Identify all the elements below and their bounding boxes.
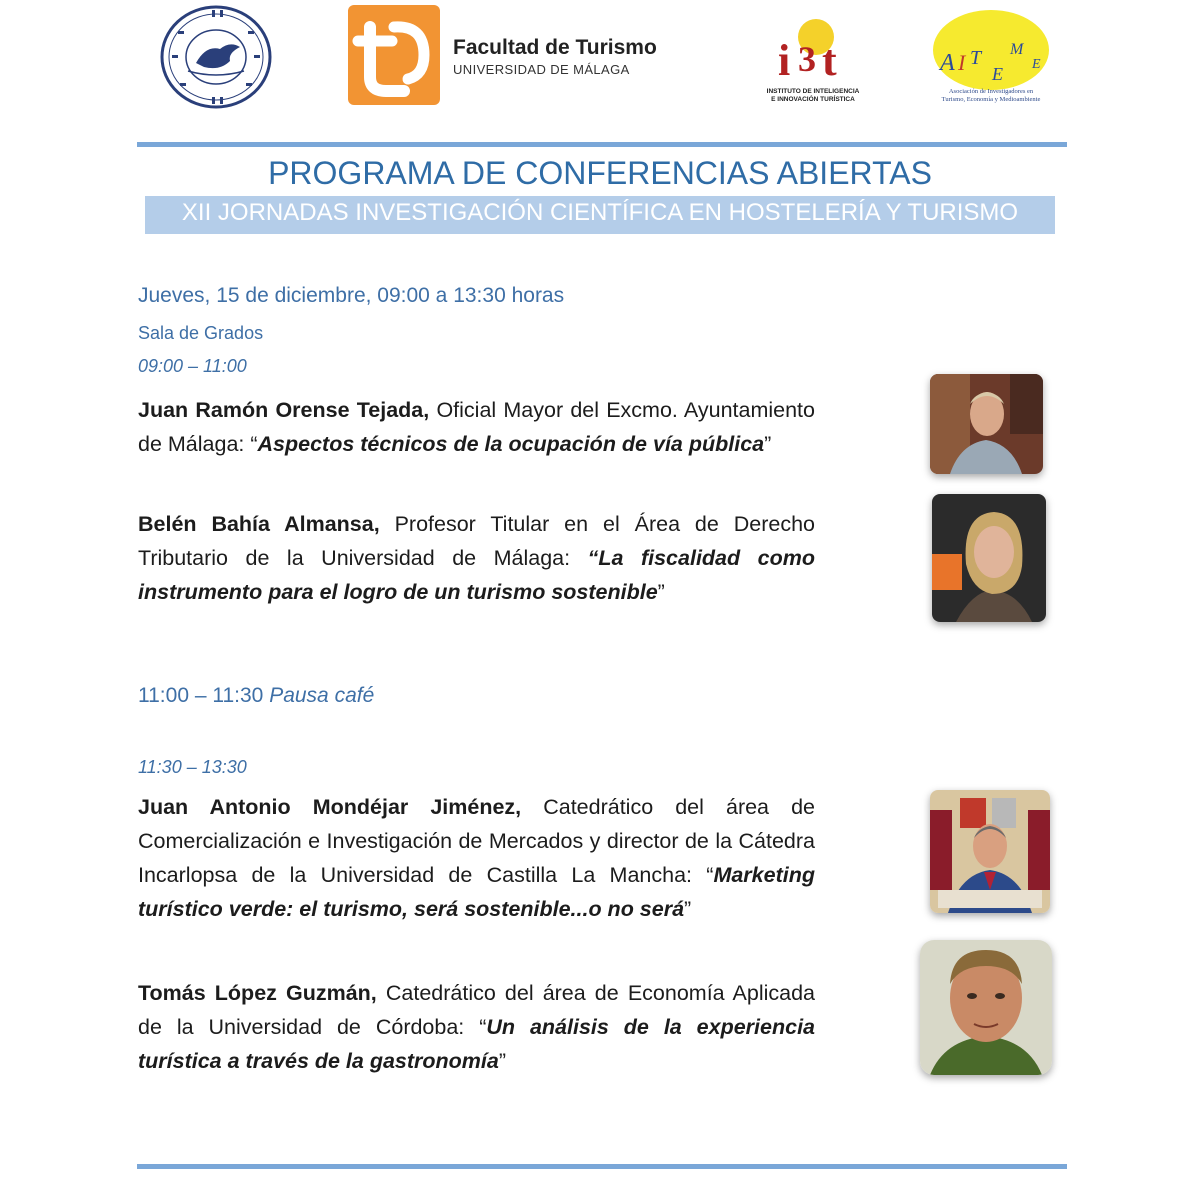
faculty-university: UNIVERSIDAD DE MÁLAGA — [453, 62, 630, 77]
talk-1 — [138, 393, 815, 461]
coffee-break-time: 11:00 – 11:30 — [138, 684, 264, 707]
svg-text:E: E — [1032, 57, 1041, 72]
speaker-1-photo — [930, 374, 1043, 474]
page-subtitle: XII JORNADAS INVESTIGACIÓN CIENTÍFICA EN HOSTELERÍA Y TURISMO — [181, 199, 1019, 226]
talk-2-close: ” — [657, 580, 665, 604]
svg-text:i: i — [778, 36, 791, 85]
faculty-name: Facultad de Turismo — [453, 36, 657, 59]
talk-2-speaker: Belén Bahía Almansa, — [138, 512, 380, 536]
talk-2-title: “La fiscalidad como instrumento para el logro de un turismo sostenible — [138, 546, 815, 604]
talk-3-title: Marketing turístico verde: el turismo, será sostenible...o no será — [138, 863, 815, 921]
talk-3 — [138, 790, 815, 926]
talk-1-close: ” — [764, 432, 772, 456]
svg-text:3: 3 — [798, 39, 816, 79]
talk-1-speaker: Juan Ramón Orense Tejada, — [138, 398, 430, 422]
time-slot-1: 09:00 – 11:00 — [138, 356, 247, 376]
talk-4-title: Un análisis de la experiencia turística a través de la gastronomía — [138, 1015, 816, 1073]
talk-1-role: Oficial Mayor del Excmo. Ayuntamiento de Málaga: “ — [138, 398, 815, 456]
page-title: PROGRAMA DE CONFERENCIAS ABIERTAS — [268, 155, 932, 191]
i3t-caption-line-2: E INNOVACIÓN TURÍSTICA — [771, 96, 855, 103]
speaker-2-photo — [932, 494, 1046, 622]
talk-2 — [138, 507, 815, 609]
svg-text:A: A — [940, 50, 955, 76]
talk-2-role: Profesor Titular en el Área de Derecho Tributario de la Universidad de Málaga: — [138, 512, 815, 570]
i3t-caption — [748, 88, 878, 104]
event-date: Jueves, 15 de diciembre, 09:00 a 13:30 horas — [138, 284, 565, 307]
svg-text:T: T — [970, 47, 982, 69]
top-divider — [137, 142, 1067, 147]
talk-3-speaker: Juan Antonio Mondéjar Jiménez, — [138, 795, 522, 819]
time-slot-2: 11:30 – 13:30 — [138, 757, 247, 777]
talk-3-role: Catedrático del área de Comercialización e Investigación de Mercados y director de la Cátedra Incarlopsa de la Universidad de Castilla La Mancha: “ — [138, 795, 815, 887]
facultad-turismo-logo — [348, 5, 440, 105]
aiteme-logo — [926, 8, 1056, 90]
talk-4 — [138, 976, 815, 1078]
coffee-break-label: Pausa café — [269, 684, 375, 707]
i3t-caption-line-1: INSTITUTO DE INTELIGENCIA — [766, 88, 860, 95]
talk-4-role: Catedrático del área de Economía Aplicada de la Universidad de Córdoba: “ — [138, 981, 815, 1039]
event-room: Sala de Grados — [138, 323, 264, 343]
i3t-logo — [772, 15, 852, 85]
svg-text:M: M — [1010, 41, 1024, 58]
universidad-malaga-seal-logo — [158, 5, 274, 110]
bottom-divider — [137, 1164, 1067, 1169]
aiteme-caption-line-1: Asociación de Investigadores en — [948, 88, 1034, 95]
svg-text:t: t — [822, 36, 837, 85]
svg-text:E: E — [992, 64, 1003, 84]
talk-4-close: ” — [498, 1049, 507, 1073]
speaker-4-photo — [920, 940, 1052, 1075]
talk-4-speaker: Tomás López Guzmán, — [138, 981, 377, 1005]
talk-1-title: Aspectos técnicos de la ocupación de vía pública — [257, 432, 765, 456]
coffee-break — [138, 684, 374, 708]
speaker-3-photo — [930, 790, 1050, 913]
svg-text:I: I — [958, 50, 966, 75]
aiteme-caption — [906, 88, 1076, 104]
aiteme-caption-line-2: Turismo, Economía y Medioambiente — [941, 96, 1041, 103]
talk-3-close: ” — [684, 897, 692, 921]
